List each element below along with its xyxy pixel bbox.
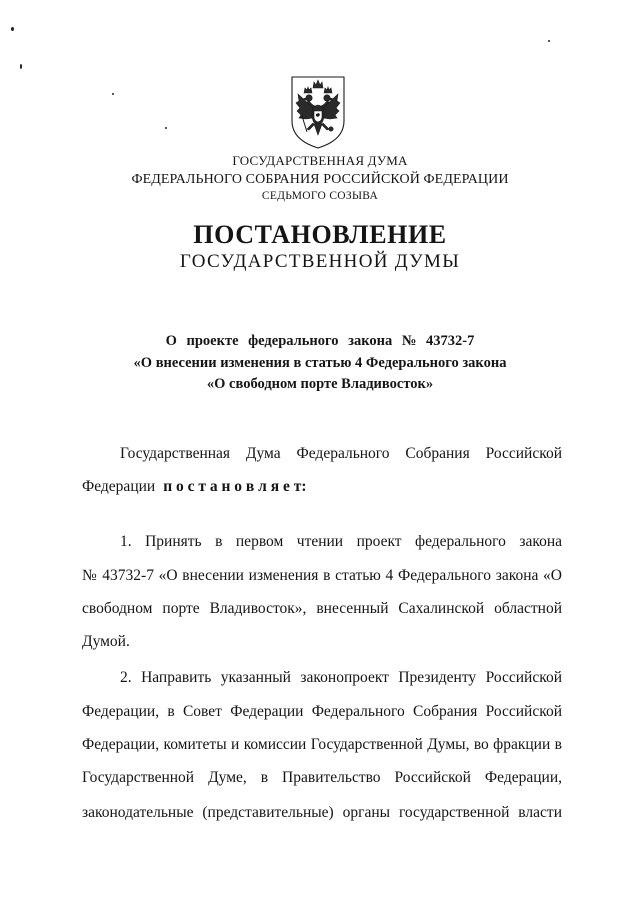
convocation: СЕДЬМОГО СОЗЫВА — [261, 190, 379, 202]
coat-of-arms-icon — [288, 74, 348, 150]
institution-name: ГОСУДАРСТВЕННАЯ ДУМА — [232, 153, 408, 168]
scan-speck — [20, 64, 22, 69]
subject-line: О проекте федерального закона № 43732-7 — [165, 333, 475, 349]
item-1-line: № 43732-7 «О внесении изменения в статью 4 Федерального закона «О — [82, 567, 562, 584]
scan-speck — [165, 127, 167, 129]
item-2-line: законодательные (представительные) органы государственной власти — [82, 804, 562, 821]
item-2-line: 2. Направить указанный законопроект Президенту Российской — [120, 669, 562, 686]
item-1-line: Думой. — [82, 633, 130, 650]
preamble-line: Государственная Дума Федерального Собрания Российской — [120, 445, 562, 462]
item-1-line: свободном порте Владивосток», внесенный Сахалинской областной — [82, 600, 562, 617]
preamble-line — [82, 477, 562, 497]
item-2-line: Федерации, в Совет Федерации Федерального Собрания Российской — [82, 703, 562, 720]
institution-full-name: ФЕДЕРАЛЬНОГО СОБРАНИЯ РОССИЙСКОЙ ФЕДЕРАЦИИ — [131, 172, 509, 187]
subject-line: «О внесении изменения в статью 4 Федерального закона — [133, 355, 507, 371]
scan-speck — [112, 93, 114, 95]
item-2-line: Государственной Думе, в Правительство Российской Федерации, — [82, 769, 562, 786]
document-type-subtitle: ГОСУДАРСТВЕННОЙ ДУМЫ — [179, 251, 461, 272]
subject-line: «О свободном порте Владивосток» — [206, 376, 434, 392]
preamble-text: Федерации — [82, 478, 156, 495]
document-type-title: ПОСТАНОВЛЕНИЕ — [193, 220, 447, 249]
scan-speck — [548, 40, 550, 42]
item-1-line: 1. Принять в первом чтении проект федерального закона — [120, 533, 562, 550]
resolves-keyword: п о с т а н о в л я е т: — [163, 478, 307, 495]
scan-speck — [11, 27, 14, 31]
item-2-line: Федерации, комитеты и комиссии Государственной Думы, во фракции в — [82, 736, 562, 753]
